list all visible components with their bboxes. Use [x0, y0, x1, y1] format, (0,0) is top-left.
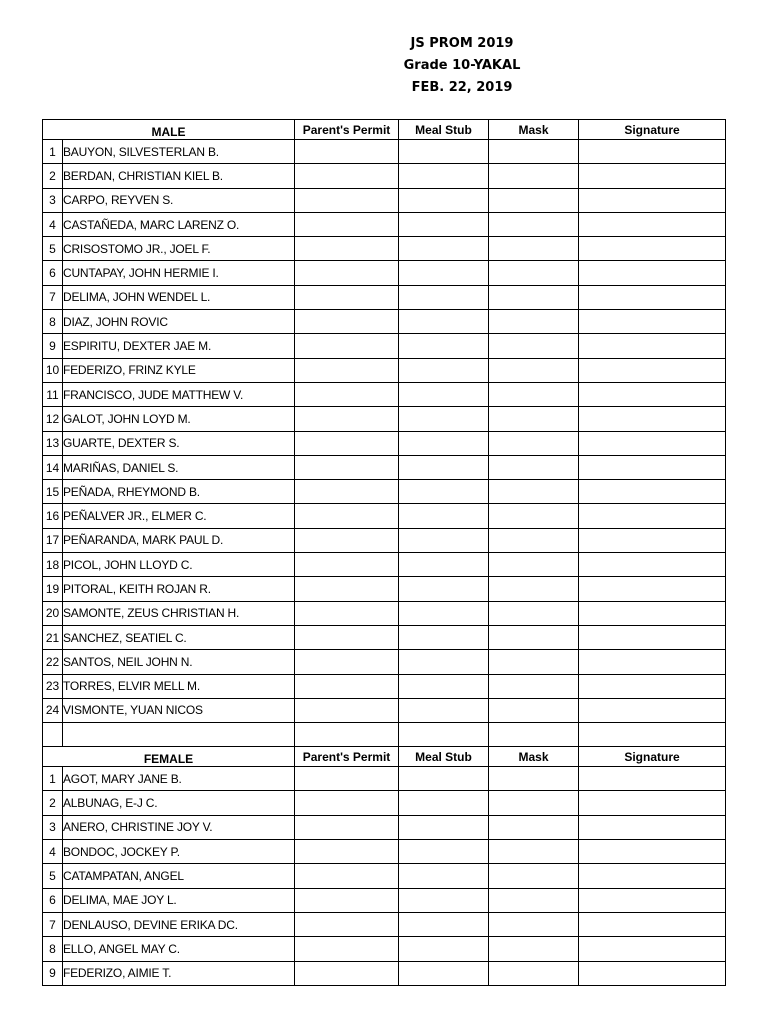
table-row	[43, 840, 726, 864]
table-row	[43, 528, 726, 552]
meal-stub-cell[interactable]	[399, 791, 489, 815]
row-number: 11	[43, 382, 63, 406]
male-header-row	[43, 120, 726, 140]
female-section-label	[43, 747, 295, 767]
student-name: DENLAUSO, DEVINE ERIKA DC.	[63, 912, 295, 936]
student-name: VISMONTE, YUAN NICOS	[63, 698, 295, 722]
parents-permit-cell[interactable]	[295, 358, 399, 382]
student-name: GUARTE, DEXTER S.	[63, 431, 295, 455]
parents-permit-cell[interactable]	[295, 674, 399, 698]
signature-cell[interactable]	[579, 840, 726, 864]
student-name: ESPIRITU, DEXTER JAE M.	[63, 334, 295, 358]
meal-stub-cell[interactable]	[399, 650, 489, 674]
mask-cell[interactable]	[489, 504, 579, 528]
signature-cell[interactable]	[579, 577, 726, 601]
parents-permit-cell[interactable]	[295, 937, 399, 961]
student-name: PEÑADA, RHEYMOND B.	[63, 480, 295, 504]
parents-permit-cell[interactable]	[295, 285, 399, 309]
meal-stub-cell[interactable]	[399, 767, 489, 791]
signature-cell[interactable]	[579, 937, 726, 961]
table-row	[43, 864, 726, 888]
table-row	[43, 815, 726, 839]
parents-permit-cell[interactable]	[295, 164, 399, 188]
parents-permit-cell[interactable]	[295, 334, 399, 358]
meal-stub-header: Meal Stub	[399, 120, 489, 140]
row-number: 13	[43, 431, 63, 455]
student-name: PICOL, JOHN LLOYD C.	[63, 553, 295, 577]
mask-header: Mask	[489, 747, 579, 767]
blank-cell	[63, 723, 295, 747]
signature-cell[interactable]	[579, 504, 726, 528]
student-name: BERDAN, CHRISTIAN KIEL B.	[63, 164, 295, 188]
row-number: 5	[43, 864, 63, 888]
signature-cell[interactable]	[579, 815, 726, 839]
mask-cell[interactable]	[489, 912, 579, 936]
student-name: CATAMPATAN, ANGEL	[63, 864, 295, 888]
table-row	[43, 140, 726, 164]
row-number: 3	[43, 815, 63, 839]
mask-cell[interactable]	[489, 358, 579, 382]
mask-cell[interactable]	[489, 188, 579, 212]
meal-stub-cell[interactable]	[399, 528, 489, 552]
signature-cell[interactable]	[579, 961, 726, 985]
table-row	[43, 698, 726, 722]
row-number: 5	[43, 237, 63, 261]
mask-cell[interactable]	[489, 407, 579, 431]
row-number: 3	[43, 188, 63, 212]
table-row	[43, 407, 726, 431]
student-name: FEDERIZO, AIMIE T.	[63, 961, 295, 985]
meal-stub-cell[interactable]	[399, 577, 489, 601]
signature-cell[interactable]	[579, 601, 726, 625]
parents-permit-cell[interactable]	[295, 791, 399, 815]
mask-cell[interactable]	[489, 864, 579, 888]
row-number: 14	[43, 455, 63, 479]
parents-permit-cell[interactable]	[295, 840, 399, 864]
row-number: 6	[43, 888, 63, 912]
parents-permit-cell[interactable]	[295, 888, 399, 912]
student-name: DELIMA, JOHN WENDEL L.	[63, 285, 295, 309]
signature-cell[interactable]	[579, 625, 726, 649]
table-row	[43, 261, 726, 285]
student-name: GALOT, JOHN LOYD M.	[63, 407, 295, 431]
table-row	[43, 237, 726, 261]
signature-cell[interactable]	[579, 212, 726, 236]
table-row	[43, 188, 726, 212]
male-section-label-text: MALE	[151, 124, 186, 139]
parents-permit-cell[interactable]	[295, 237, 399, 261]
table-row	[43, 358, 726, 382]
mask-cell[interactable]	[489, 601, 579, 625]
row-number: 4	[43, 840, 63, 864]
table-row	[43, 791, 726, 815]
meal-stub-cell[interactable]	[399, 480, 489, 504]
parents-permit-cell[interactable]	[295, 815, 399, 839]
table-row	[43, 455, 726, 479]
meal-stub-cell[interactable]	[399, 334, 489, 358]
parents-permit-cell[interactable]	[295, 504, 399, 528]
meal-stub-cell[interactable]	[399, 310, 489, 334]
parents-permit-cell[interactable]	[295, 407, 399, 431]
mask-cell[interactable]	[489, 650, 579, 674]
signature-cell[interactable]	[579, 188, 726, 212]
mask-cell[interactable]	[489, 237, 579, 261]
signature-cell[interactable]	[579, 140, 726, 164]
signature-cell[interactable]	[579, 382, 726, 406]
event-date: FEB. 22, 2019	[411, 80, 513, 95]
row-number: 15	[43, 480, 63, 504]
student-name: PEÑALVER JR., ELMER C.	[63, 504, 295, 528]
meal-stub-cell[interactable]	[399, 140, 489, 164]
row-number: 19	[43, 577, 63, 601]
mask-cell[interactable]	[489, 528, 579, 552]
meal-stub-header: Meal Stub	[399, 747, 489, 767]
mask-cell[interactable]	[489, 553, 579, 577]
blank-cell	[399, 723, 489, 747]
table-row	[43, 553, 726, 577]
student-name: BAUYON, SILVESTERLAN B.	[63, 140, 295, 164]
student-name: DIAZ, JOHN ROVIC	[63, 310, 295, 334]
mask-cell[interactable]	[489, 815, 579, 839]
row-number: 6	[43, 261, 63, 285]
student-name: ANERO, CHRISTINE JOY V.	[63, 815, 295, 839]
student-name: CARPO, REYVEN S.	[63, 188, 295, 212]
table-row	[43, 212, 726, 236]
signature-cell[interactable]	[579, 553, 726, 577]
mask-cell[interactable]	[489, 888, 579, 912]
row-number: 2	[43, 791, 63, 815]
parents-permit-cell[interactable]	[295, 961, 399, 985]
student-name: AGOT, MARY JANE B.	[63, 767, 295, 791]
meal-stub-cell[interactable]	[399, 674, 489, 698]
mask-cell[interactable]	[489, 674, 579, 698]
parents-permit-cell[interactable]	[295, 601, 399, 625]
student-name: FEDERIZO, FRINZ KYLE	[63, 358, 295, 382]
table-row	[43, 767, 726, 791]
table-row	[43, 577, 726, 601]
parents-permit-cell[interactable]	[295, 212, 399, 236]
table-row	[43, 334, 726, 358]
parents-permit-cell[interactable]	[295, 553, 399, 577]
attendance-table-body	[43, 120, 726, 986]
student-name: SANTOS, NEIL JOHN N.	[63, 650, 295, 674]
meal-stub-cell[interactable]	[399, 698, 489, 722]
parents-permit-cell[interactable]	[295, 912, 399, 936]
mask-cell[interactable]	[489, 480, 579, 504]
signature-cell[interactable]	[579, 650, 726, 674]
parents-permit-cell[interactable]	[295, 382, 399, 406]
meal-stub-cell[interactable]	[399, 888, 489, 912]
parents-permit-cell[interactable]	[295, 261, 399, 285]
parents-permit-cell[interactable]	[295, 577, 399, 601]
row-number: 24	[43, 698, 63, 722]
mask-cell[interactable]	[489, 455, 579, 479]
signature-cell[interactable]	[579, 480, 726, 504]
meal-stub-cell[interactable]	[399, 815, 489, 839]
signature-cell[interactable]	[579, 431, 726, 455]
mask-cell[interactable]	[489, 698, 579, 722]
table-row	[43, 937, 726, 961]
signature-cell[interactable]	[579, 698, 726, 722]
row-number: 16	[43, 504, 63, 528]
mask-cell[interactable]	[489, 212, 579, 236]
meal-stub-cell[interactable]	[399, 553, 489, 577]
table-row	[43, 310, 726, 334]
row-number: 22	[43, 650, 63, 674]
table-row	[43, 382, 726, 406]
signature-cell[interactable]	[579, 334, 726, 358]
signature-cell[interactable]	[579, 358, 726, 382]
signature-cell[interactable]	[579, 164, 726, 188]
student-name: SANCHEZ, SEATIEL C.	[63, 625, 295, 649]
parents-permit-cell[interactable]	[295, 480, 399, 504]
row-number: 12	[43, 407, 63, 431]
parents-permit-cell[interactable]	[295, 650, 399, 674]
male-section-label	[43, 120, 295, 140]
meal-stub-cell[interactable]	[399, 358, 489, 382]
meal-stub-cell[interactable]	[399, 864, 489, 888]
student-name: PEÑARANDA, MARK PAUL D.	[63, 528, 295, 552]
row-number: 7	[43, 912, 63, 936]
attendance-table	[42, 119, 726, 986]
mask-cell[interactable]	[489, 164, 579, 188]
meal-stub-cell[interactable]	[399, 455, 489, 479]
meal-stub-cell[interactable]	[399, 504, 489, 528]
blank-row	[43, 723, 726, 747]
meal-stub-cell[interactable]	[399, 937, 489, 961]
student-name: CASTAÑEDA, MARC LARENZ O.	[63, 212, 295, 236]
mask-cell[interactable]	[489, 840, 579, 864]
grade-section: Grade 10-YAKAL	[403, 58, 521, 73]
mask-cell[interactable]	[489, 937, 579, 961]
parents-permit-cell[interactable]	[295, 431, 399, 455]
mask-header: Mask	[489, 120, 579, 140]
row-number: 1	[43, 767, 63, 791]
student-name: PITORAL, KEITH ROJAN R.	[63, 577, 295, 601]
meal-stub-cell[interactable]	[399, 164, 489, 188]
table-row	[43, 912, 726, 936]
signature-cell[interactable]	[579, 285, 726, 309]
mask-cell[interactable]	[489, 767, 579, 791]
signature-cell[interactable]	[579, 407, 726, 431]
student-name: DELIMA, MAE JOY L.	[63, 888, 295, 912]
parents-permit-cell[interactable]	[295, 140, 399, 164]
mask-cell[interactable]	[489, 382, 579, 406]
student-name: FRANCISCO, JUDE MATTHEW V.	[63, 382, 295, 406]
signature-cell[interactable]	[579, 791, 726, 815]
row-number: 23	[43, 674, 63, 698]
blank-cell	[489, 723, 579, 747]
parents-permit-cell[interactable]	[295, 455, 399, 479]
row-number: 17	[43, 528, 63, 552]
parents-permit-cell[interactable]	[295, 767, 399, 791]
signature-cell[interactable]	[579, 864, 726, 888]
mask-cell[interactable]	[489, 140, 579, 164]
mask-cell[interactable]	[489, 961, 579, 985]
signature-cell[interactable]	[579, 237, 726, 261]
row-number: 8	[43, 310, 63, 334]
row-number: 9	[43, 334, 63, 358]
table-row	[43, 504, 726, 528]
table-row	[43, 961, 726, 985]
parents-permit-header: Parent's Permit	[295, 120, 399, 140]
meal-stub-cell[interactable]	[399, 212, 489, 236]
row-number: 8	[43, 937, 63, 961]
meal-stub-cell[interactable]	[399, 625, 489, 649]
student-name: ALBUNAG, E-J C.	[63, 791, 295, 815]
parents-permit-cell[interactable]	[295, 698, 399, 722]
meal-stub-cell[interactable]	[399, 382, 489, 406]
signature-cell[interactable]	[579, 455, 726, 479]
meal-stub-cell[interactable]	[399, 961, 489, 985]
row-number: 20	[43, 601, 63, 625]
mask-cell[interactable]	[489, 577, 579, 601]
row-number: 4	[43, 212, 63, 236]
signature-cell[interactable]	[579, 528, 726, 552]
mask-cell[interactable]	[489, 310, 579, 334]
row-number: 1	[43, 140, 63, 164]
meal-stub-cell[interactable]	[399, 285, 489, 309]
female-header-row	[43, 747, 726, 767]
table-row	[43, 674, 726, 698]
meal-stub-cell[interactable]	[399, 261, 489, 285]
student-name: BONDOC, JOCKEY P.	[63, 840, 295, 864]
row-number: 21	[43, 625, 63, 649]
signature-cell[interactable]	[579, 674, 726, 698]
meal-stub-cell[interactable]	[399, 912, 489, 936]
table-row	[43, 480, 726, 504]
blank-cell	[579, 723, 726, 747]
blank-cell	[295, 723, 399, 747]
table-row	[43, 888, 726, 912]
student-name: SAMONTE, ZEUS CHRISTIAN H.	[63, 601, 295, 625]
meal-stub-cell[interactable]	[399, 840, 489, 864]
signature-header: Signature	[579, 747, 726, 767]
table-row	[43, 285, 726, 309]
student-name: ELLO, ANGEL MAY C.	[63, 937, 295, 961]
student-name: TORRES, ELVIR MELL M.	[63, 674, 295, 698]
table-row	[43, 431, 726, 455]
signature-header: Signature	[579, 120, 726, 140]
signature-cell[interactable]	[579, 261, 726, 285]
signature-cell[interactable]	[579, 310, 726, 334]
mask-cell[interactable]	[489, 261, 579, 285]
parents-permit-cell[interactable]	[295, 188, 399, 212]
row-number: 18	[43, 553, 63, 577]
parents-permit-header: Parent's Permit	[295, 747, 399, 767]
event-title: JS PROM 2019	[410, 36, 514, 51]
meal-stub-cell[interactable]	[399, 407, 489, 431]
mask-cell[interactable]	[489, 285, 579, 309]
row-number: 2	[43, 164, 63, 188]
signature-cell[interactable]	[579, 888, 726, 912]
parents-permit-cell[interactable]	[295, 310, 399, 334]
student-name: CUNTAPAY, JOHN HERMIE I.	[63, 261, 295, 285]
table-row	[43, 164, 726, 188]
signature-cell[interactable]	[579, 912, 726, 936]
mask-cell[interactable]	[489, 791, 579, 815]
row-number: 10	[43, 358, 63, 382]
table-row	[43, 650, 726, 674]
meal-stub-cell[interactable]	[399, 188, 489, 212]
row-number: 7	[43, 285, 63, 309]
signature-cell[interactable]	[579, 767, 726, 791]
mask-cell[interactable]	[489, 334, 579, 358]
student-name: CRISOSTOMO JR., JOEL F.	[63, 237, 295, 261]
table-row	[43, 601, 726, 625]
blank-cell	[43, 723, 63, 747]
row-number: 9	[43, 961, 63, 985]
mask-cell[interactable]	[489, 431, 579, 455]
female-section-label-text: FEMALE	[143, 751, 194, 766]
parents-permit-cell[interactable]	[295, 864, 399, 888]
meal-stub-cell[interactable]	[399, 431, 489, 455]
meal-stub-cell[interactable]	[399, 237, 489, 261]
parents-permit-cell[interactable]	[295, 625, 399, 649]
mask-cell[interactable]	[489, 625, 579, 649]
table-row	[43, 625, 726, 649]
student-name: MARIÑAS, DANIEL S.	[63, 455, 295, 479]
parents-permit-cell[interactable]	[295, 528, 399, 552]
meal-stub-cell[interactable]	[399, 601, 489, 625]
